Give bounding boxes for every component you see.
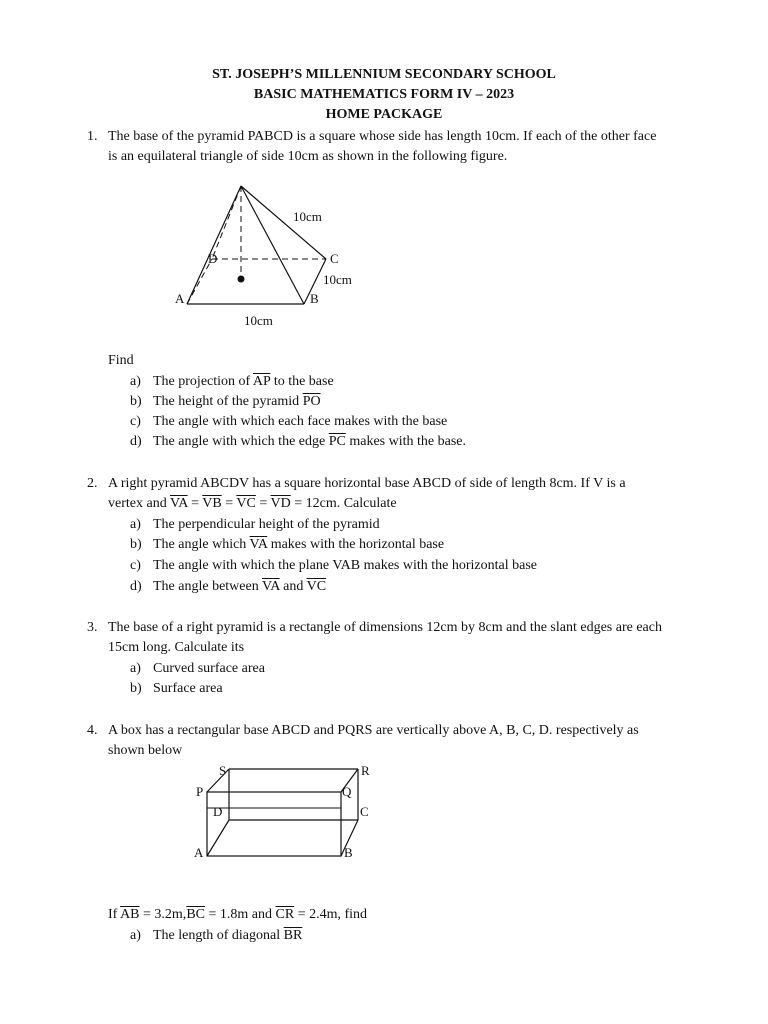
school-name: ST. JOSEPH’S MILLENNIUM SECONDARY SCHOOL <box>212 67 556 82</box>
q1a-text: The projection of $\overline{AP}$ to the base <box>153 374 334 389</box>
segment-pc: $\overline{PC}$ <box>328 434 346 449</box>
q1b-text: The height of the pyramid $\overline{PO}$ <box>153 394 321 409</box>
box-vertex-r: R <box>361 763 370 778</box>
q1a-letter: a) <box>130 374 141 389</box>
q2d-text: The angle between $\overline{VA}$ and $\overline{VC}$ <box>153 579 327 594</box>
q2a-text: The perpendicular height of the pyramid <box>153 517 380 532</box>
pyramid-bottom-label: 10cm <box>244 313 273 328</box>
segment-vb: $\overline{VB}$ <box>202 496 222 511</box>
q3a-text: Curved surface area <box>153 661 265 676</box>
q1-number: 1. <box>87 129 98 144</box>
pyramid-right-label: 10cm <box>323 272 352 287</box>
pyramid-vertex-d: D <box>208 251 218 266</box>
box-vertex-a: A <box>194 845 204 860</box>
segment-vd: $\overline{VD}$ <box>270 496 291 511</box>
q1c-text: The angle with which each face makes with the base <box>153 414 448 429</box>
box-vertex-c: C <box>360 804 369 819</box>
segment-ab: $\overline{AB}$ <box>120 907 140 922</box>
segment-va: $\overline{VA}$ <box>261 579 280 594</box>
q2-line1: A right pyramid ABCDV has a square horizontal base ABCD of side of length 8cm. If V is a <box>108 476 626 491</box>
q4-line2: shown below <box>108 743 183 758</box>
box-vertex-p: P <box>196 784 204 799</box>
q3-number: 3. <box>87 620 98 635</box>
q1c-letter: c) <box>130 414 141 429</box>
q1-find: Find <box>108 353 134 368</box>
q1-line1: The base of the pyramid PABCD is a square whose side has length 10cm. If each of the other face <box>108 129 657 144</box>
q2-line2: vertex and $\overline{VA} = \overline{VB} = \overline{VC} = \overline{VD} = 12cm$. Calculate <box>108 496 397 511</box>
q4a-text: The length of diagonal $\overline{BR}$ <box>153 928 303 943</box>
q2b-text: The angle which $\overline{VA}$ makes with the horizontal base <box>153 537 445 552</box>
q1-line2: is an equilateral triangle of side 10cm as shown in the following figure. <box>108 149 508 164</box>
q1b-letter: b) <box>130 394 142 409</box>
segment-cr: $\overline{CR}$ <box>275 907 295 922</box>
q4-number: 4. <box>87 723 98 738</box>
segment-br: $\overline{BR}$ <box>283 928 303 943</box>
pyramid-edge-label: 10cm <box>293 209 322 224</box>
package-title: HOME PACKAGE <box>325 107 443 122</box>
q3-line2: 15cm long. Calculate its <box>108 640 245 655</box>
q4a-letter: a) <box>130 928 141 943</box>
q3b-text: Surface area <box>153 681 223 696</box>
q3a-letter: a) <box>130 661 141 676</box>
q1d-letter: d) <box>130 434 142 449</box>
q4-line1: A box has a rectangular base ABCD and PQRS are vertically above A, B, C, D. respectively as <box>108 723 639 738</box>
q2b-letter: b) <box>130 537 142 552</box>
pyramid-vertex-c: C <box>330 251 339 266</box>
segment-bc: $\overline{BC}$ <box>186 907 205 922</box>
q2d-letter: d) <box>130 579 142 594</box>
segment-ap: $\overline{AP}$ <box>252 374 271 389</box>
pyramid-vertex-a: A <box>175 291 185 306</box>
box-vertex-d: D <box>213 804 223 819</box>
q1d-text: The angle with which the edge $\overline{PC}$ makes with the base. <box>153 434 466 449</box>
q4-condition: If $\overline{AB} = 3.2m,\overline{BC} = 1.8m$ and $\overline{CR} = 2.4m$, find <box>108 907 368 922</box>
segment-vc: $\overline{VC}$ <box>236 496 256 511</box>
box-vertex-s: S <box>219 763 227 778</box>
box-vertex-q: Q <box>342 784 352 799</box>
segment-po: $\overline{PO}$ <box>302 394 321 409</box>
q2a-letter: a) <box>130 517 141 532</box>
segment-vc: $\overline{VC}$ <box>306 579 327 594</box>
q2c-text: The angle with which the plane VAB makes with the horizontal base <box>153 558 538 573</box>
segment-va: $\overline{VA}$ <box>169 496 188 511</box>
box-vertex-b: B <box>344 845 353 860</box>
q2-number: 2. <box>87 476 98 491</box>
segment-va: $\overline{VA}$ <box>249 537 268 552</box>
pyramid-vertex-b: B <box>310 291 319 306</box>
subject-title: BASIC MATHEMATICS FORM IV – 2023 <box>253 87 515 102</box>
q2c-letter: c) <box>130 558 141 573</box>
q3b-letter: b) <box>130 681 142 696</box>
q3-line1: The base of a right pyramid is a rectangle of dimensions 12cm by 8cm and the slant edges are each <box>108 620 662 635</box>
